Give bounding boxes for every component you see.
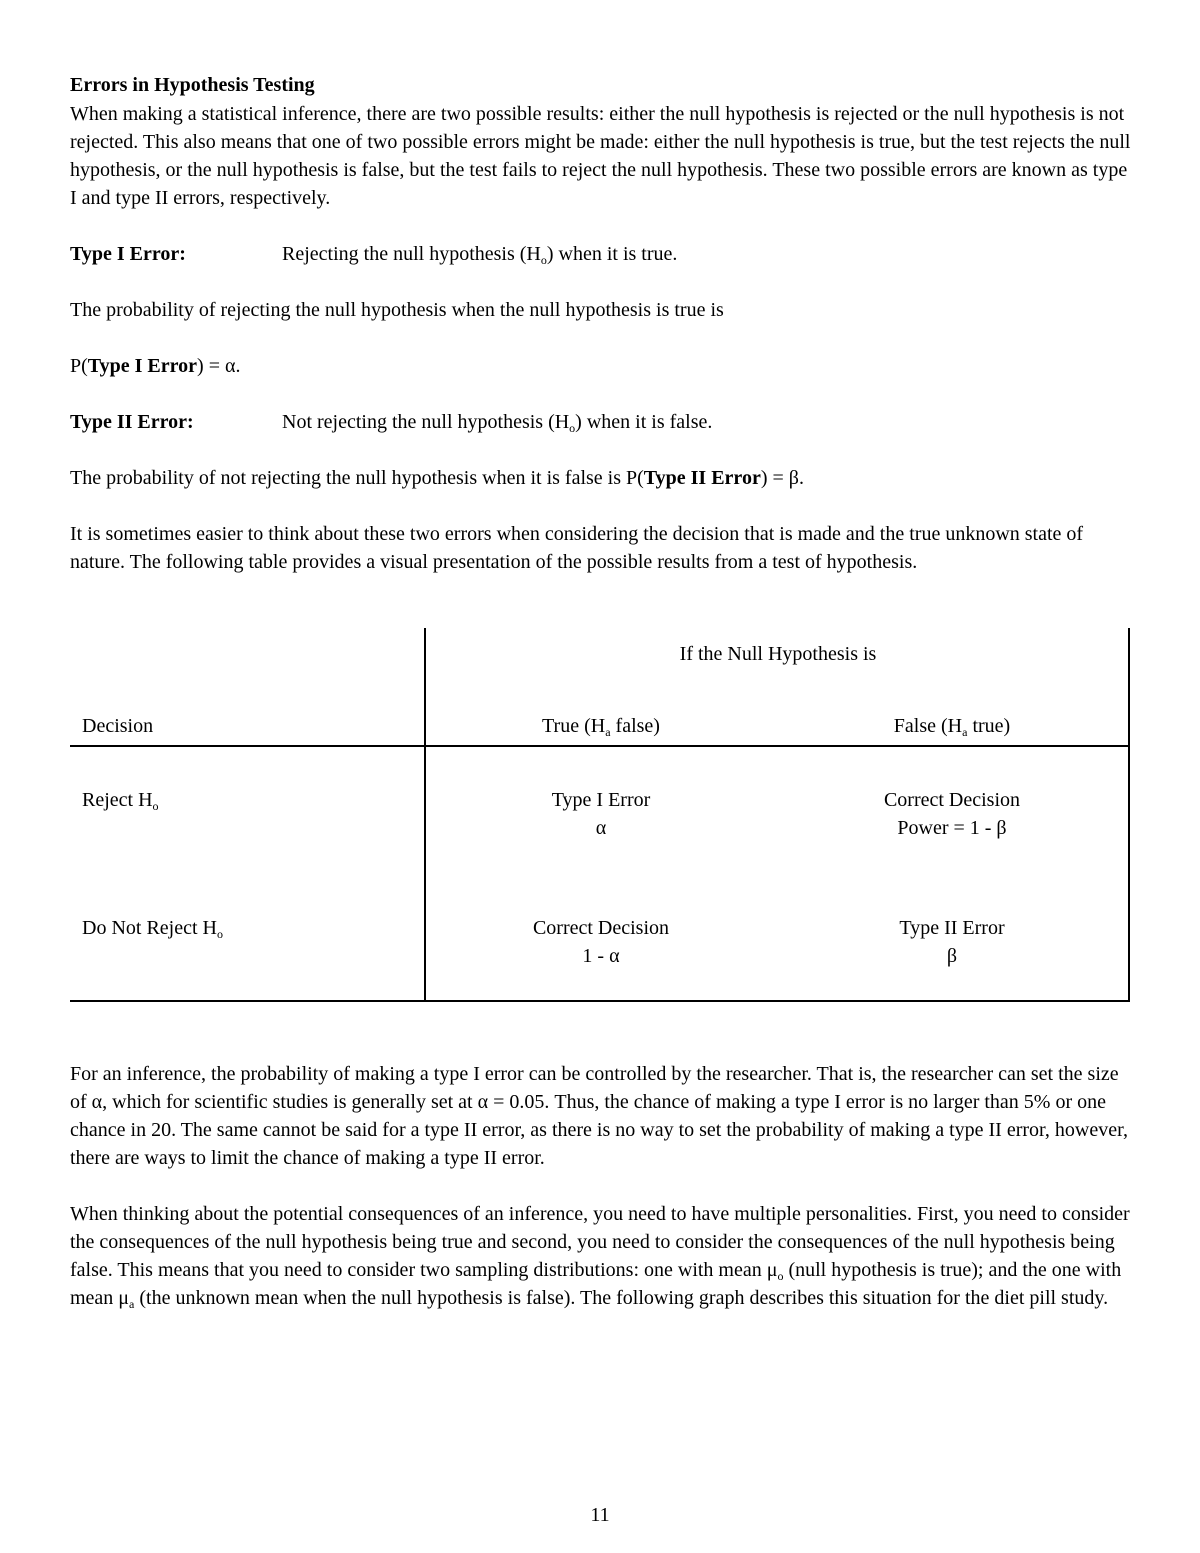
intro-paragraph: When making a statistical inference, there are two possible results: either the null hypothesis is rejected or the null hypothesis is not rejected. This also means that one of two possible errors might be made: either the null hypothesis is true, but the test rejects the null hypothesis, or the null hypothesis is false, but the test fails to reject the null hypothesis. These two possible errors are known as type I and type II errors, respectively. <box>70 103 1131 209</box>
cell-type2-error <box>776 914 1128 970</box>
cell-correct-decision <box>426 914 776 970</box>
cell-line: β <box>946 945 958 967</box>
cell-line: Correct Decision <box>532 917 670 939</box>
type1-def-text: Rejecting the null hypothesis (H <box>282 243 541 265</box>
formula-prefix: P( <box>70 355 88 377</box>
type1-label: Type I Error: <box>70 243 186 265</box>
conseq-sub-o: o <box>777 1269 784 1283</box>
col-false-sub: a <box>962 725 968 739</box>
type2-def-text: Not rejecting the null hypothesis (H <box>282 411 570 433</box>
cell-line: Correct Decision <box>883 789 1021 811</box>
row1-label-text: Reject H <box>82 789 153 811</box>
conseq-sub-a: a <box>129 1297 135 1311</box>
col-false-text-end: true) <box>967 715 1011 737</box>
cell-correct-power <box>776 786 1128 842</box>
type1-formula <box>70 352 1132 380</box>
table-intro-paragraph: It is sometimes easier to think about these two errors when considering the decision that is made and the true unknown state of nature. The following table provides a visual presentation of the possible results from a test of hypothesis. <box>70 523 1084 573</box>
type2-prob-bold: Type II Error <box>643 467 761 489</box>
section-heading: Errors in Hypothesis Testing <box>70 74 315 96</box>
cell-type1-error <box>426 786 776 842</box>
table-bottom-rule <box>70 1000 1130 1002</box>
column-header-true <box>426 712 776 740</box>
col-true-text: True (H <box>542 715 606 737</box>
type2-def-subscript: o <box>569 421 576 435</box>
cell-line: α <box>595 817 607 839</box>
consequences-paragraph <box>70 1200 1132 1312</box>
type2-prob-text: The probability of not rejecting the null hypothesis when it is false is P( <box>70 467 644 489</box>
type2-label: Type II Error: <box>70 411 194 433</box>
row2-label-text: Do Not Reject H <box>82 917 217 939</box>
cell-line: Type I Error <box>551 789 651 811</box>
type1-def-subscript: o <box>540 253 547 267</box>
type1-def-text-end: ) when it is true. <box>546 243 678 265</box>
cell-line: 1 - α <box>582 945 620 967</box>
lower-text <box>70 1060 1132 1312</box>
conseq-text: When thinking about the potential consequences of an inference, you need to have multiple personalities. First, you need to consider the consequences of the null hypothesis being true and second, you need to consider the consequences of the null hypothesis being false. This means that you need to consider two sampling distributions: one with mean μ <box>70 1203 1130 1281</box>
row-label-do-not-reject <box>82 914 223 942</box>
type2-prob-suffix: ) = β. <box>760 467 804 489</box>
control-paragraph: For an inference, the probability of making a type I error can be controlled by the researcher. That is, the researcher can set the size of α, which for scientific studies is generally set at α = 0.05. Thus, the chance of making a type I error is no larger than 5% or one chance in 20. The same cannot be said for a type II error, as there is no way to set the probability of making a type II error, however, there are ways to limit the chance of making a type II error. <box>70 1063 1128 1169</box>
formula-suffix: ) = α. <box>197 355 241 377</box>
document-body <box>70 72 1132 576</box>
row-label-reject <box>82 786 159 814</box>
col-false-text: False (H <box>893 715 963 737</box>
col-true-text-end: false) <box>610 715 660 737</box>
row2-label-sub: o <box>216 927 223 941</box>
conseq-text-end: (the unknown mean when the null hypothesis is false). The following graph describes this situation for the diet pill study. <box>134 1287 1109 1309</box>
conseq-text-mid: (null hypothesis is true); and the one with mean μ <box>70 1259 1122 1309</box>
type2-probability <box>70 464 1132 492</box>
table-border-right <box>1128 628 1130 1002</box>
type1-definition <box>70 240 1132 268</box>
decision-table <box>70 628 1130 1002</box>
cell-line: Type II Error <box>899 917 1005 939</box>
type2-def-text-end: ) when it is false. <box>575 411 713 433</box>
column-header-false <box>776 712 1128 740</box>
type2-definition <box>70 408 1132 436</box>
col-true-sub: a <box>605 725 611 739</box>
page-number: 11 <box>590 1504 610 1526</box>
formula-bold: Type I Error <box>87 355 198 377</box>
type1-probability-text: The probability of rejecting the null hypothesis when the null hypothesis is true is <box>70 299 724 321</box>
decision-header: Decision <box>82 715 154 737</box>
row1-label-sub: o <box>152 799 159 813</box>
cell-line: Power = 1 - β <box>897 817 1007 839</box>
null-hypothesis-header: If the Null Hypothesis is <box>679 643 877 665</box>
table-header-rule <box>70 745 1130 747</box>
